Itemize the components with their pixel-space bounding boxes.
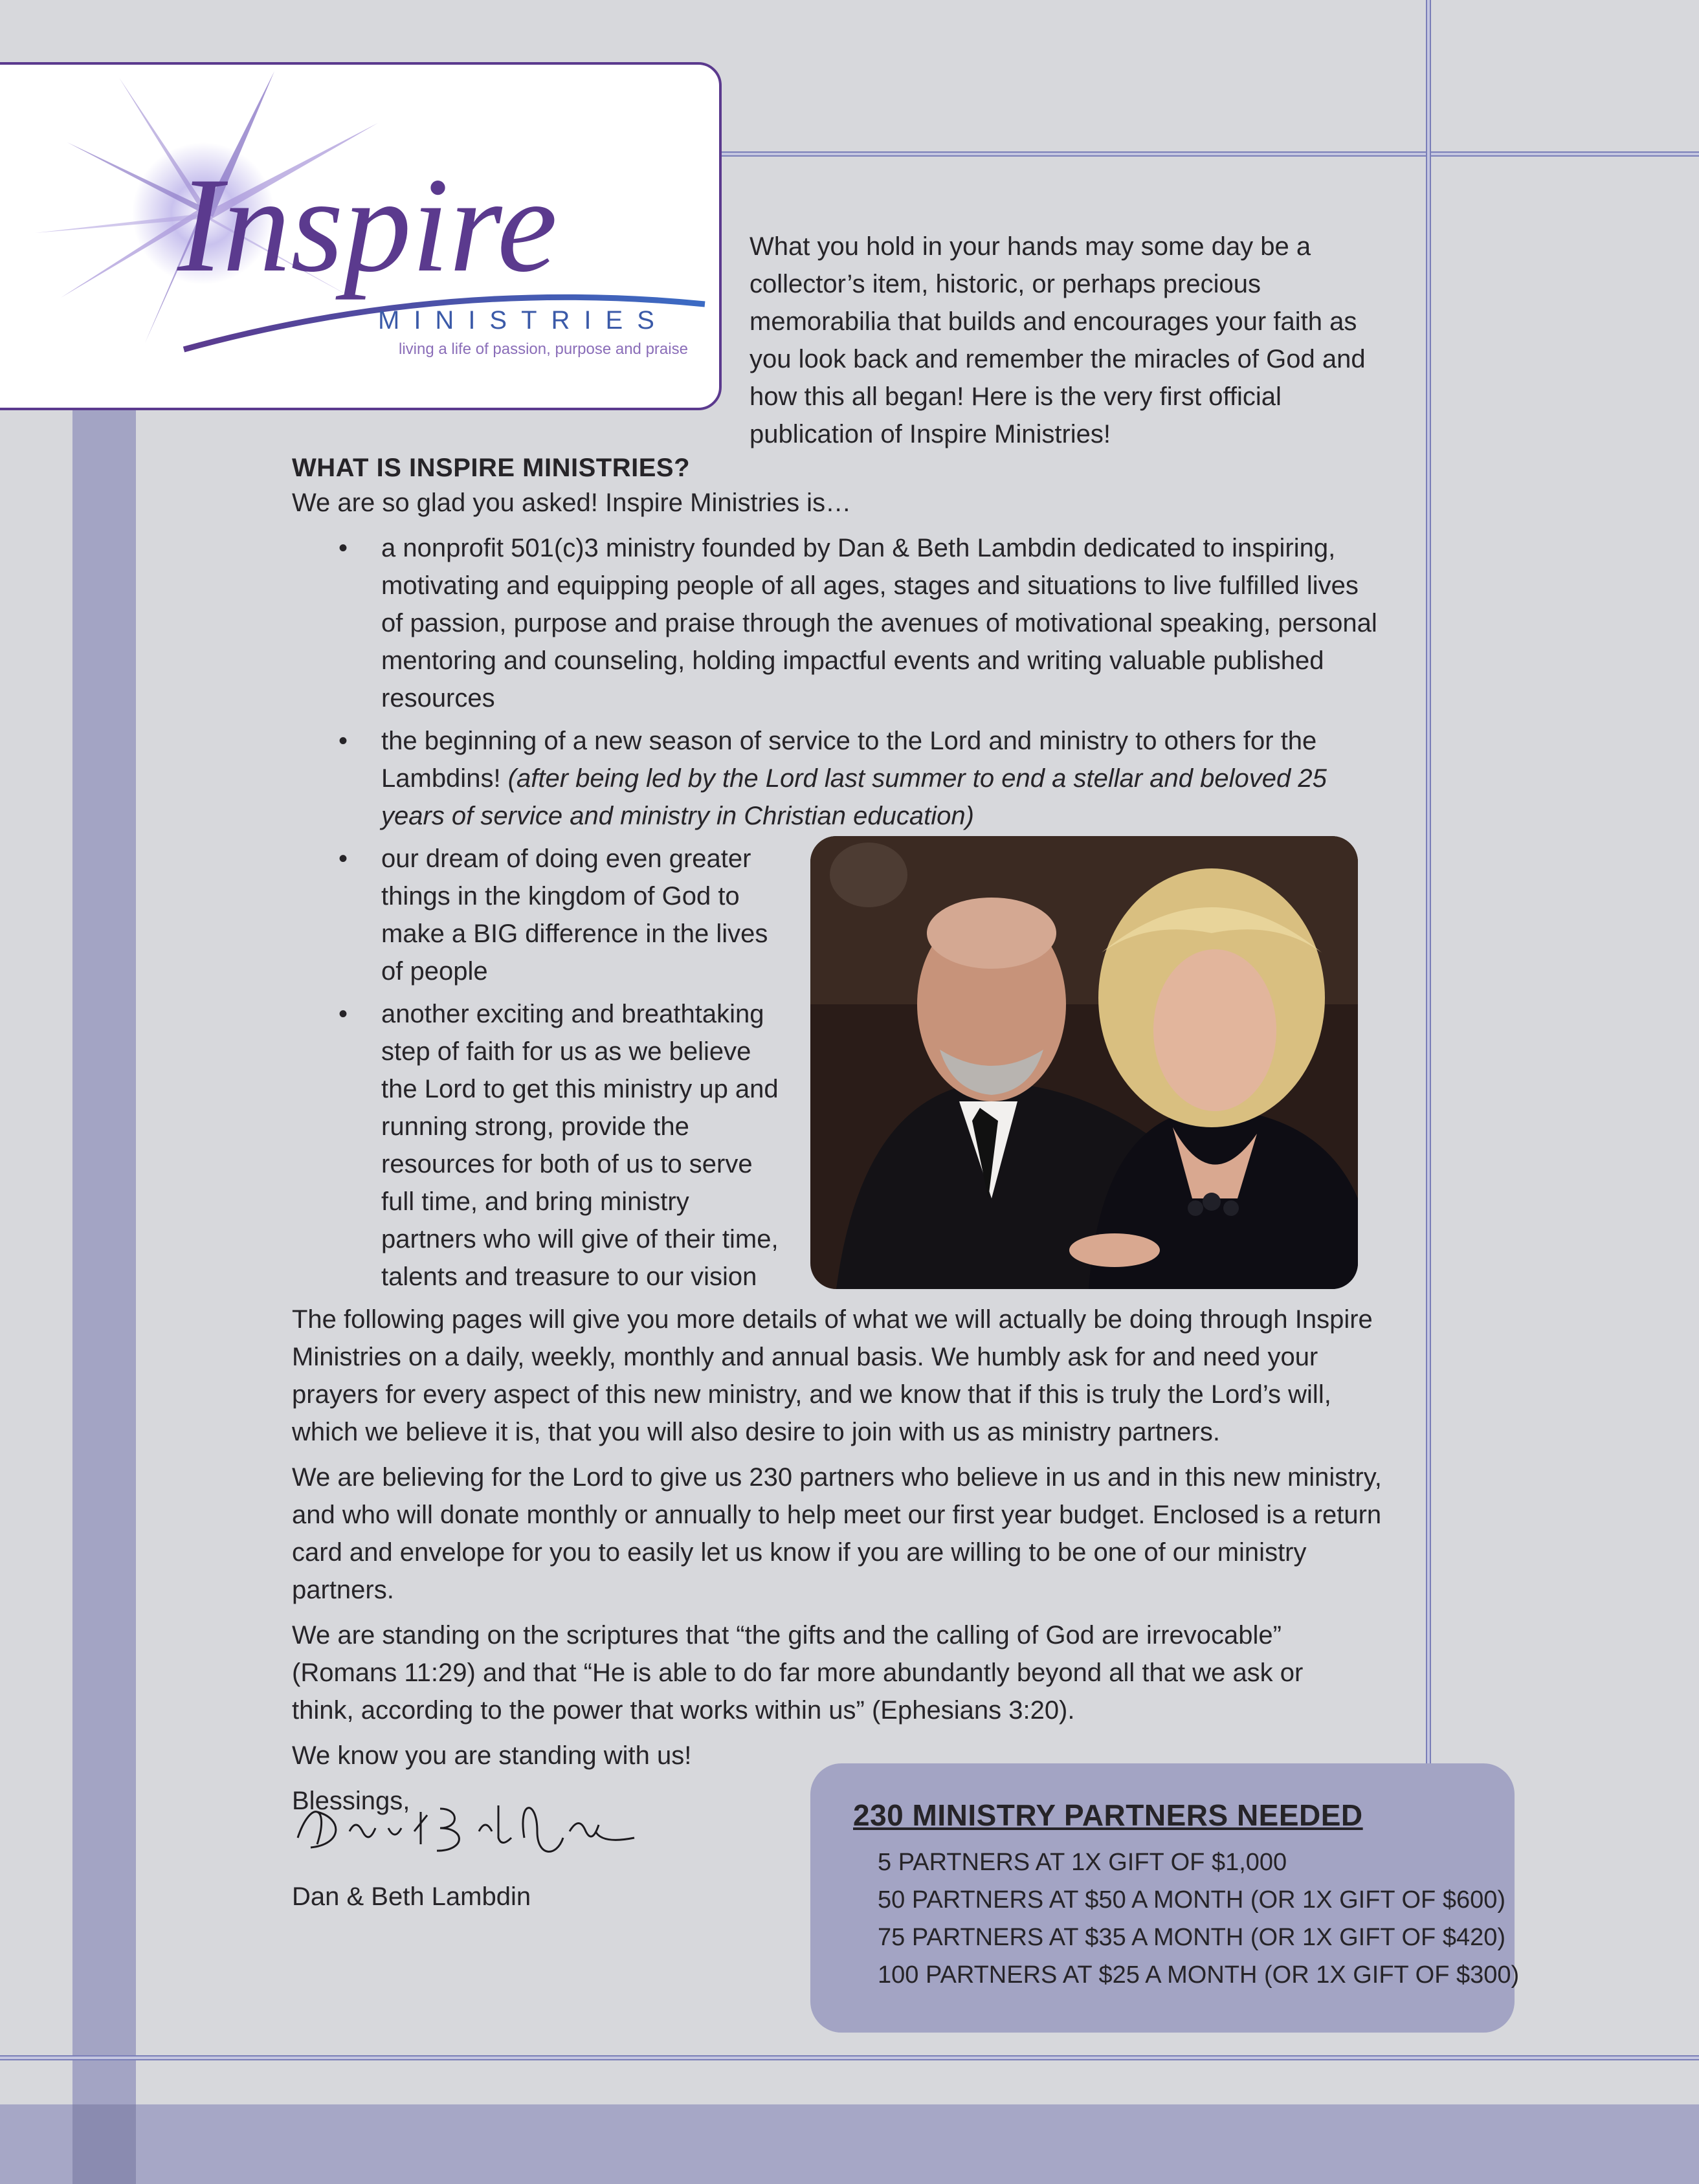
- list-item: 75 PARTNERS AT $35 A MONTH (OR 1X GIFT OF $420): [878, 1924, 1506, 1951]
- list-item: [292, 840, 783, 990]
- right-rule: [1426, 0, 1431, 1763]
- list-item: 100 PARTNERS AT $25 A MONTH (OR 1X GIFT OF $300): [878, 1961, 1520, 1989]
- bullet-aside: (after being led by the Lord last summer to end a stellar and beloved 25 years of service and ministry in Christian education): [381, 764, 1327, 830]
- left-vertical-stripe: [72, 408, 136, 2184]
- section-heading: WHAT IS INSPIRE MINISTRIES?: [292, 454, 691, 482]
- bottom-band-overlap: [72, 2104, 136, 2184]
- body-paragraph: We are standing on the scriptures that “the gifts and the calling of God are irrevocable” (Romans 11:29) and that “He is able to do far more abundantly beyond all that we ask or think, according to the power that works within us” (Ephesians 3:20).: [292, 1621, 1304, 1725]
- closing-line: We know you are standing with us!: [292, 1741, 692, 1770]
- section-lead: We are so glad you asked! Inspire Ministries is…: [292, 489, 852, 517]
- body-paragraph: The following pages will give you more details of what we will actually be doing through Inspire Ministries on a daily, weekly, monthly and annual basis. We humbly ask for and need your prayers for every aspect of this new ministry, and we know that if this is truly the Lord’s will, which we believe it is, that you will also desire to join with us as ministry partners.: [292, 1305, 1373, 1446]
- list-item: [292, 722, 1378, 835]
- signature: [291, 1792, 641, 1864]
- couple-photo: [810, 836, 1358, 1289]
- partners-title: 230 MINISTRY PARTNERS NEEDED: [853, 1798, 1363, 1832]
- partners-list: [853, 1844, 1520, 1994]
- list-item: [292, 529, 1378, 717]
- bullet-text: our dream of doing even greater things in the kingdom of God to make a BIG difference in the lives of people: [381, 844, 768, 986]
- body-paragraph: We are believing for the Lord to give us 230 partners who believe in us and in this new ministry, and who will donate monthly or annually to help meet our first year budget. Enclosed is a return card and envelope for you to easily let us know if you are willing to be one of our ministry partners.: [292, 1463, 1382, 1604]
- bottom-rule: [0, 2055, 1699, 2060]
- top-rule: [722, 151, 1699, 157]
- logo-tagline: living a life of passion, purpose and praise: [399, 340, 688, 358]
- sign-off: Blessings,: [292, 1787, 410, 1815]
- bullet-text: another exciting and breathtaking step of faith for us as we believe the Lord to get this ministry up and running strong, provide the resources for both of us to serve full time, and bring ministry partners who will give of their time, talents and treasure to our vision: [381, 1000, 779, 1291]
- signers: Dan & Beth Lambdin: [292, 1882, 531, 1911]
- bullet-text: a nonprofit 501(c)3 ministry founded by Dan & Beth Lambdin dedicated to inspiring, motivating and equipping people of all ages, stages and situations to live fulfilled lives of passion, purpose and praise through the avenues of motivational speaking, personal mentoring and counseling, holding impactful events and writing valuable published resources: [381, 534, 1377, 712]
- logo-card: [0, 62, 722, 410]
- list-item: 50 PARTNERS AT $50 A MONTH (OR 1X GIFT OF $600): [878, 1886, 1506, 1914]
- logo-wordmark: Inspire: [177, 150, 558, 300]
- list-item: [292, 995, 783, 1296]
- bullet-text: the beginning of a new season of service to the Lord and ministry to others for the Lambdins!: [381, 727, 1317, 793]
- inspire-ministries-logo: [0, 65, 724, 413]
- logo-subtitle: MINISTRIES: [378, 306, 669, 335]
- bottom-band: [0, 2104, 1699, 2184]
- list-item: 5 PARTNERS AT 1X GIFT OF $1,000: [878, 1849, 1287, 1876]
- partners-box: [810, 1763, 1520, 2033]
- intro-paragraph: What you hold in your hands may some day be a collector’s item, historic, or perhaps precious memorabilia that builds and encourages your faith as you look back and remember the miracles of God and how this all began! Here is the very first official publication of Inspire Ministries!: [750, 232, 1366, 448]
